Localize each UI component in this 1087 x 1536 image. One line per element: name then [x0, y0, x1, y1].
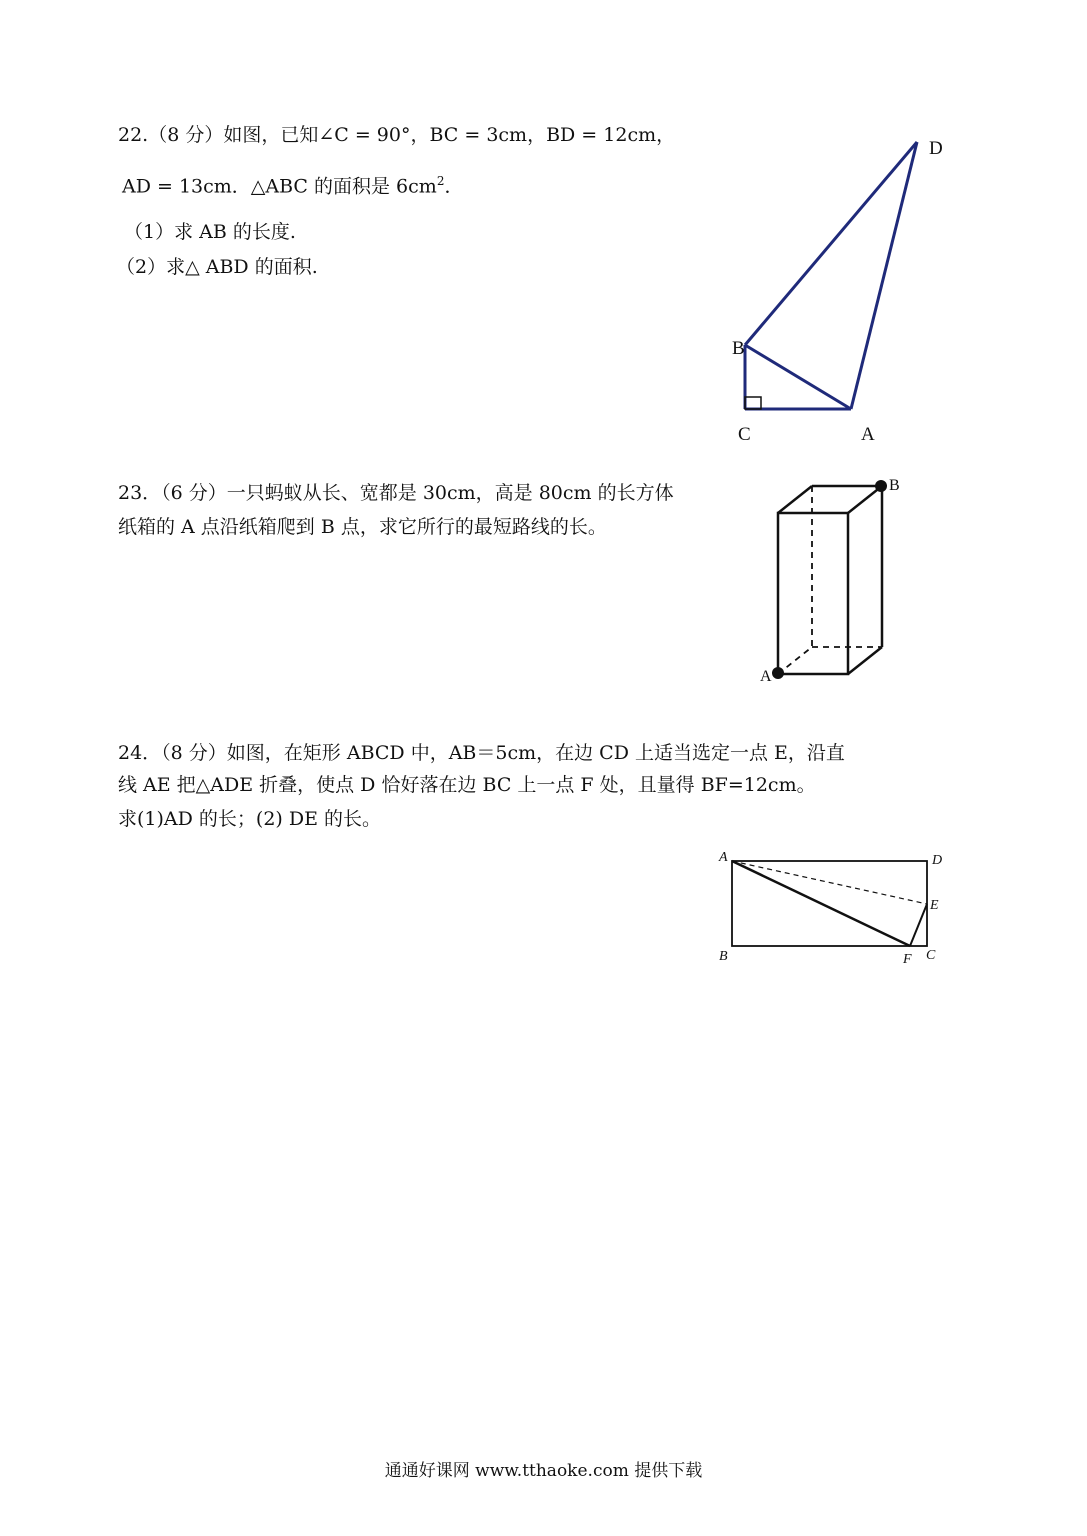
- q22-segment-BD: [745, 142, 917, 345]
- q22-segment-AB: [745, 345, 851, 409]
- q24-label-D: D: [932, 853, 943, 868]
- q22-segment-DA: [851, 142, 917, 409]
- q24-label-A: A: [719, 850, 728, 865]
- q23-point-B: [875, 480, 887, 492]
- q22-line1: 22.（8 分）如图，已知∠C = 90°，BC = 3cm，BD = 12cm，: [118, 124, 676, 146]
- q22-line2-expr: AD = 13cm．△ABC 的面积是 6cm: [122, 175, 437, 198]
- q22-label-C: C: [738, 424, 751, 445]
- q24-line2: 线 AE 把△ADE 折叠，使点 D 恰好落在边 BC 上一点 F 处，且量得 BF=12cm。: [118, 774, 816, 796]
- q23-label-A: A: [760, 668, 772, 685]
- q22-sub1: （1）求 AB 的长度.: [124, 221, 296, 243]
- q23-label-B: B: [889, 477, 900, 494]
- q22-line2-end: ．: [444, 175, 464, 198]
- q24-line3: 求(1)AD 的长；(2) DE 的长。: [118, 808, 382, 830]
- q23-line1: 23．（6 分）一只蚂蚁从长、宽都是 30cm，高是 80cm 的长方体: [118, 482, 674, 504]
- q22-label-D: D: [929, 138, 943, 159]
- q23-front-face: [778, 513, 848, 674]
- q23-hidden-edges: [778, 486, 882, 674]
- q23-cuboid-figure: [778, 486, 882, 674]
- q24-segment-AF: [732, 861, 910, 946]
- q24-rectangle-ABCD: [732, 861, 927, 946]
- q24-label-F: F: [903, 952, 912, 967]
- q24-segment-AE-dashed: [732, 861, 927, 904]
- page-footer: 通通好课网 www.tthaoke.com 提供下载: [384, 1461, 703, 1481]
- q22-right-angle-mark: [745, 397, 761, 409]
- q24-label-B: B: [719, 949, 728, 964]
- q23-top-left-edge: [778, 486, 812, 513]
- q23-bottom-right-edge: [848, 647, 882, 674]
- q24-segment-EF: [910, 904, 927, 946]
- q23-point-A: [772, 667, 784, 679]
- q24-rectangle-figure: [732, 861, 927, 946]
- q22-line2-sup: 2: [436, 174, 445, 188]
- q22-sub2: （2）求△ ABD 的面积.: [116, 256, 318, 278]
- q22-triangle-figure: [745, 142, 917, 409]
- q22-line2: [122, 174, 463, 198]
- q22-label-A: A: [861, 424, 875, 445]
- q23-line2: 纸箱的 A 点沿纸箱爬到 B 点，求它所行的最短路线的长。: [118, 516, 607, 538]
- q24-line1: 24．（8 分）如图，在矩形 ABCD 中，AB＝5cm，在边 CD 上适当选定一点 E，沿直: [118, 742, 845, 764]
- q24-label-E: E: [930, 898, 939, 913]
- q24-label-C: C: [926, 948, 936, 963]
- q23-hidden-left-bottom-edge: [778, 647, 812, 674]
- q22-label-B: B: [732, 338, 745, 359]
- q23-top-right-edge: [848, 486, 882, 513]
